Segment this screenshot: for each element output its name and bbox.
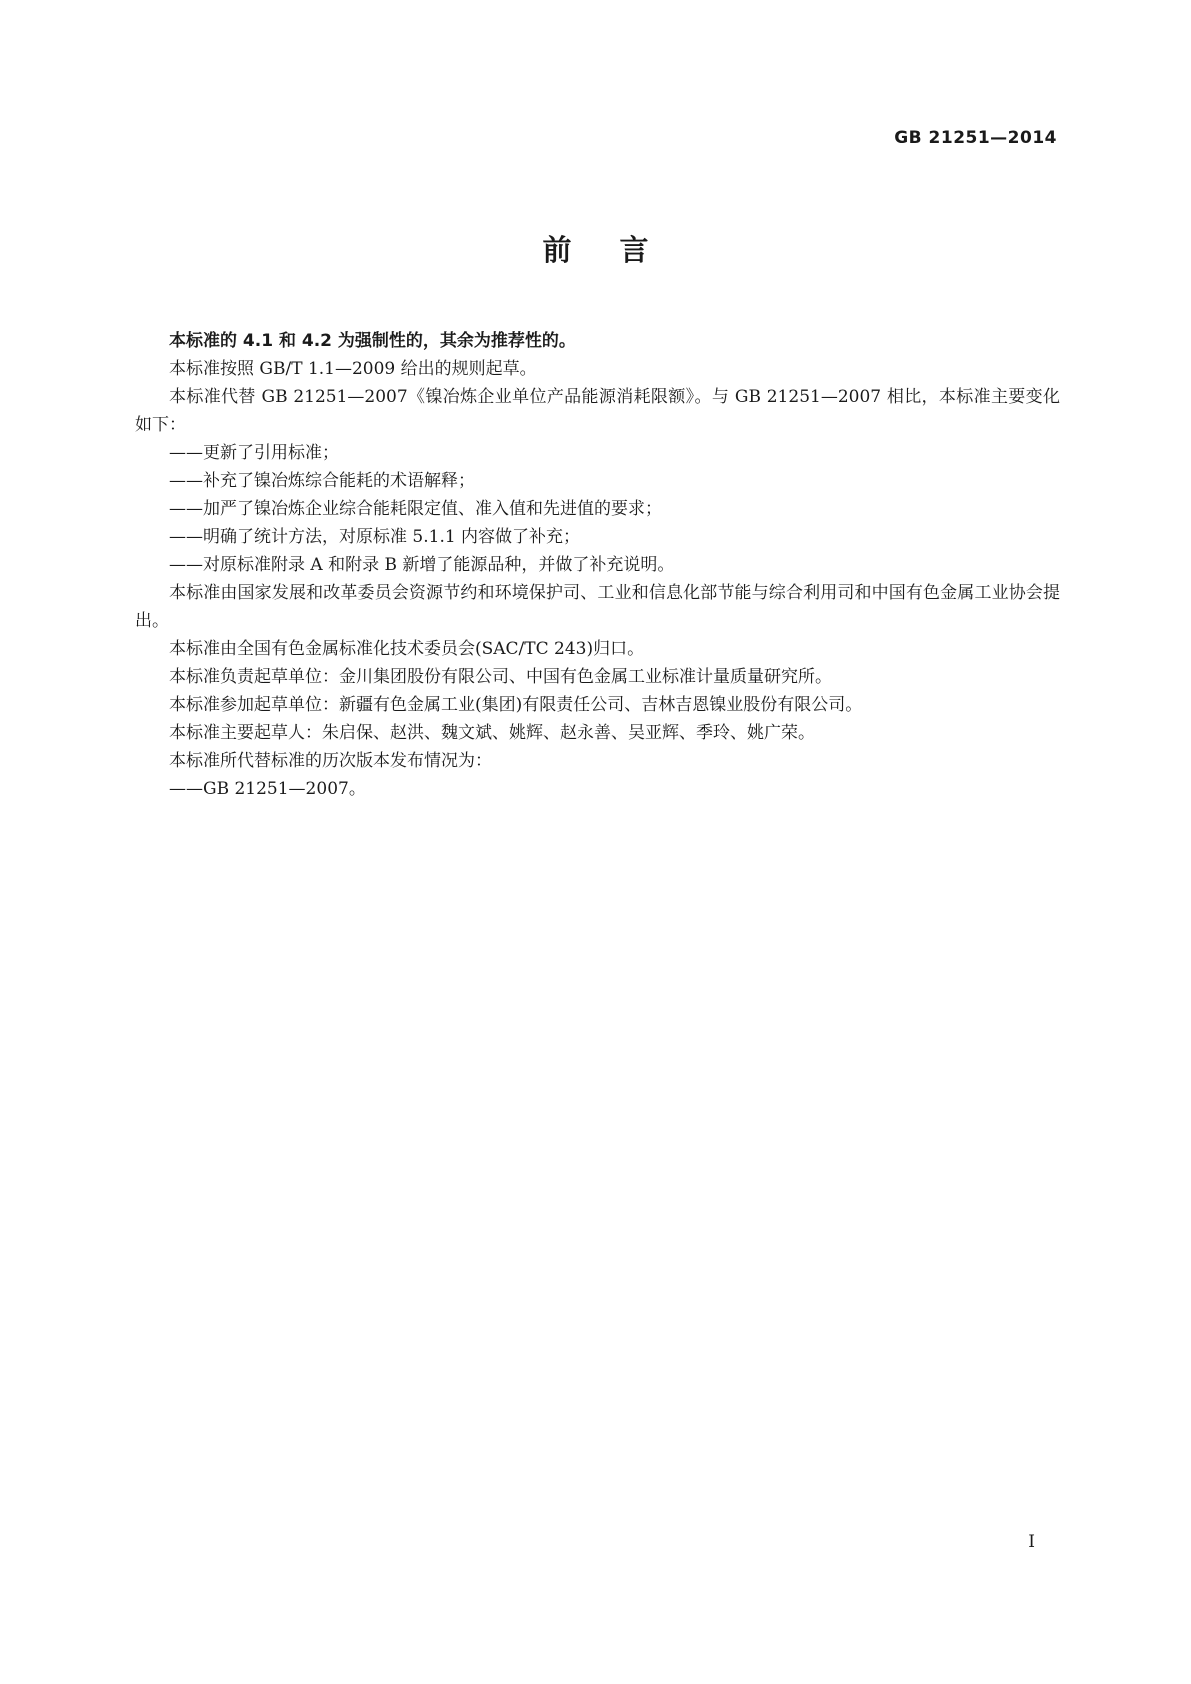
- change-list-item: ——补充了镍冶炼综合能耗的术语解释；: [169, 471, 475, 491]
- page-title: 前言: [542, 233, 697, 267]
- preface-paragraph: 本标准的 4.1 和 4.2 为强制性的，其余为推荐性的。: [169, 331, 576, 351]
- standard-number: GB 21251—2014: [894, 128, 1057, 148]
- change-list-item: ——GB 21251—2007。: [169, 779, 366, 799]
- preface-paragraph: 本标准按照 GB/T 1.1—2009 给出的规则起草。: [169, 359, 537, 379]
- preface-paragraph: 本标准由全国有色金属标准化技术委员会(SAC/TC 243)归口。: [169, 639, 645, 659]
- change-list-item: ——明确了统计方法，对原标准 5.1.1 内容做了补充；: [169, 527, 581, 547]
- preface-paragraph: 本标准参加起草单位：新疆有色金属工业(集团)有限责任公司、吉林吉恩镍业股份有限公司。: [169, 695, 863, 715]
- preface-body: [135, 327, 1060, 803]
- preface-paragraph: 本标准主要起草人：朱启保、赵洪、魏文斌、姚辉、赵永善、吴亚辉、季玲、姚广荣。: [169, 723, 815, 743]
- preface-paragraph: 本标准代替 GB 21251—2007《镍冶炼企业单位产品能源消耗限额》。与 GB 21251—2007 相比，本标准主要变化如下：: [135, 387, 1060, 435]
- preface-paragraph: 本标准负责起草单位：金川集团股份有限公司、中国有色金属工业标准计量质量研究所。: [169, 667, 832, 687]
- page-number: I: [1028, 1532, 1035, 1552]
- preface-paragraph: 本标准所代替标准的历次版本发布情况为：: [169, 751, 492, 771]
- change-list-item: ——加严了镍冶炼企业综合能耗限定值、准入值和先进值的要求；: [169, 499, 662, 519]
- change-list-item: ——更新了引用标准；: [169, 443, 339, 463]
- change-list-item: ——对原标准附录 A 和附录 B 新增了能源品种，并做了补充说明。: [169, 555, 675, 575]
- preface-paragraph: 本标准由国家发展和改革委员会资源节约和环境保护司、工业和信息化部节能与综合利用司和中国有色金属工业协会提出。: [135, 583, 1060, 631]
